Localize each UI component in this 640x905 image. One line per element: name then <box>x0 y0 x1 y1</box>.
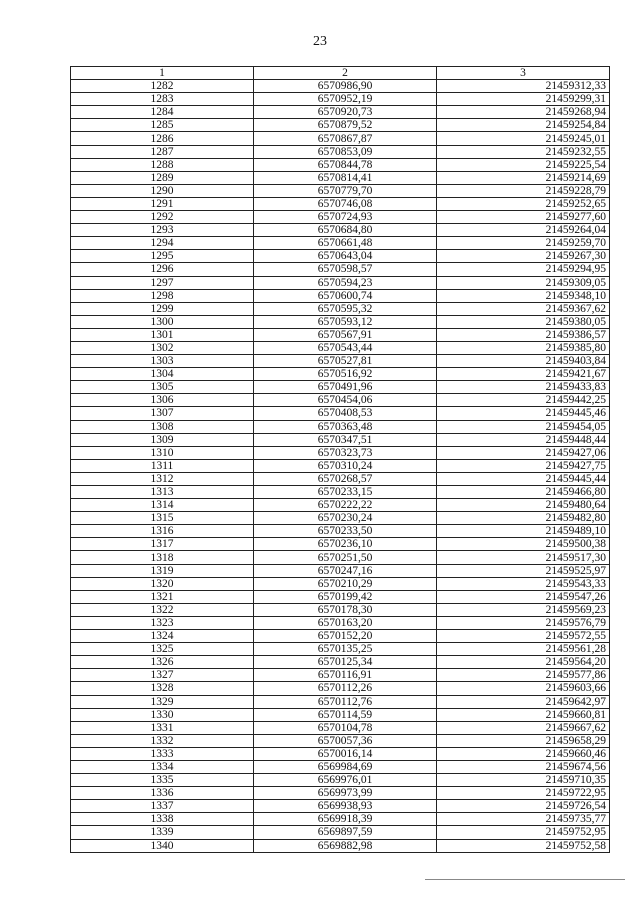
point-number-cell: 1330 <box>71 708 254 721</box>
point-number-cell: 1322 <box>71 603 254 616</box>
table-row <box>71 368 610 381</box>
column-header-2: 2 <box>254 67 437 80</box>
x-coordinate-cell: 6570125,34 <box>254 656 437 669</box>
y-coordinate-cell: 21459577,86 <box>437 669 610 682</box>
x-coordinate-cell: 6570199,42 <box>254 590 437 603</box>
y-coordinate-cell: 21459726,54 <box>437 800 610 813</box>
point-number-cell: 1325 <box>71 643 254 656</box>
point-number-cell: 1308 <box>71 420 254 433</box>
point-number-cell: 1284 <box>71 106 254 119</box>
x-coordinate-cell: 6569973,99 <box>254 787 437 800</box>
point-number-cell: 1316 <box>71 525 254 538</box>
point-number-cell: 1326 <box>71 656 254 669</box>
point-number-cell: 1286 <box>71 132 254 145</box>
table-row <box>71 381 610 394</box>
point-number-cell: 1333 <box>71 747 254 760</box>
point-number-cell: 1324 <box>71 630 254 643</box>
point-number-cell: 1292 <box>71 211 254 224</box>
table-row <box>71 80 610 93</box>
x-coordinate-cell: 6570363,48 <box>254 420 437 433</box>
table-row <box>71 355 610 368</box>
y-coordinate-cell: 21459543,33 <box>437 577 610 590</box>
y-coordinate-cell: 21459268,94 <box>437 106 610 119</box>
point-number-cell: 1315 <box>71 512 254 525</box>
x-coordinate-cell: 6569897,59 <box>254 826 437 839</box>
y-coordinate-cell: 21459752,58 <box>437 839 610 852</box>
x-coordinate-cell: 6570222,22 <box>254 499 437 512</box>
point-number-cell: 1323 <box>71 616 254 629</box>
y-coordinate-cell: 21459225,54 <box>437 158 610 171</box>
point-number-cell: 1306 <box>71 394 254 407</box>
point-number-cell: 1302 <box>71 341 254 354</box>
x-coordinate-cell: 6570527,81 <box>254 355 437 368</box>
x-coordinate-cell: 6570251,50 <box>254 551 437 564</box>
point-number-cell: 1288 <box>71 158 254 171</box>
point-number-cell: 1296 <box>71 263 254 276</box>
y-coordinate-cell: 21459385,80 <box>437 341 610 354</box>
x-coordinate-cell: 6570233,15 <box>254 486 437 499</box>
x-coordinate-cell: 6570268,57 <box>254 472 437 485</box>
table-row <box>71 237 610 250</box>
table-row <box>71 276 610 289</box>
x-coordinate-cell: 6570114,59 <box>254 708 437 721</box>
table-row <box>71 93 610 106</box>
x-coordinate-cell: 6570178,30 <box>254 603 437 616</box>
x-coordinate-cell: 6570879,52 <box>254 119 437 132</box>
table-row <box>71 630 610 643</box>
y-coordinate-cell: 21459386,57 <box>437 328 610 341</box>
x-coordinate-cell: 6570135,25 <box>254 643 437 656</box>
y-coordinate-cell: 21459259,70 <box>437 237 610 250</box>
table-row <box>71 289 610 302</box>
y-coordinate-cell: 21459569,23 <box>437 603 610 616</box>
point-number-cell: 1321 <box>71 590 254 603</box>
y-coordinate-cell: 21459564,20 <box>437 656 610 669</box>
y-coordinate-cell: 21459500,38 <box>437 538 610 551</box>
x-coordinate-cell: 6570600,74 <box>254 289 437 302</box>
table-row <box>71 656 610 669</box>
point-number-cell: 1319 <box>71 564 254 577</box>
x-coordinate-cell: 6570853,09 <box>254 145 437 158</box>
point-number-cell: 1301 <box>71 328 254 341</box>
x-coordinate-cell: 6570867,87 <box>254 132 437 145</box>
y-coordinate-cell: 21459427,75 <box>437 459 610 472</box>
point-number-cell: 1313 <box>71 486 254 499</box>
x-coordinate-cell: 6570323,73 <box>254 446 437 459</box>
table-row <box>71 106 610 119</box>
x-coordinate-cell: 6570595,32 <box>254 302 437 315</box>
x-coordinate-cell: 6570920,73 <box>254 106 437 119</box>
y-coordinate-cell: 21459277,60 <box>437 211 610 224</box>
y-coordinate-cell: 21459603,66 <box>437 682 610 695</box>
y-coordinate-cell: 21459214,69 <box>437 171 610 184</box>
table-row <box>71 538 610 551</box>
point-number-cell: 1335 <box>71 774 254 787</box>
table-row <box>71 800 610 813</box>
table-row <box>71 315 610 328</box>
x-coordinate-cell: 6570408,53 <box>254 407 437 420</box>
y-coordinate-cell: 21459466,80 <box>437 486 610 499</box>
y-coordinate-cell: 21459232,55 <box>437 145 610 158</box>
table-body <box>71 80 610 853</box>
y-coordinate-cell: 21459309,05 <box>437 276 610 289</box>
x-coordinate-cell: 6570814,41 <box>254 171 437 184</box>
table-row <box>71 643 610 656</box>
y-coordinate-cell: 21459299,31 <box>437 93 610 106</box>
y-coordinate-cell: 21459448,44 <box>437 433 610 446</box>
x-coordinate-cell: 6569938,93 <box>254 800 437 813</box>
x-coordinate-cell: 6569984,69 <box>254 760 437 773</box>
x-coordinate-cell: 6570661,48 <box>254 237 437 250</box>
y-coordinate-cell: 21459735,77 <box>437 813 610 826</box>
x-coordinate-cell: 6570116,91 <box>254 669 437 682</box>
point-number-cell: 1336 <box>71 787 254 800</box>
x-coordinate-cell: 6570057,36 <box>254 734 437 747</box>
x-coordinate-cell: 6570567,91 <box>254 328 437 341</box>
page-number: 23 <box>313 34 327 49</box>
x-coordinate-cell: 6570230,24 <box>254 512 437 525</box>
x-coordinate-cell: 6570746,08 <box>254 197 437 210</box>
table-row <box>71 708 610 721</box>
y-coordinate-cell: 21459572,55 <box>437 630 610 643</box>
x-coordinate-cell: 6570986,90 <box>254 80 437 93</box>
point-number-cell: 1337 <box>71 800 254 813</box>
y-coordinate-cell: 21459561,28 <box>437 643 610 656</box>
table-row <box>71 721 610 734</box>
table-row <box>71 734 610 747</box>
point-number-cell: 1327 <box>71 669 254 682</box>
column-header-1: 1 <box>71 67 254 80</box>
table-row <box>71 499 610 512</box>
point-number-cell: 1297 <box>71 276 254 289</box>
y-coordinate-cell: 21459480,64 <box>437 499 610 512</box>
point-number-cell: 1320 <box>71 577 254 590</box>
table-row <box>71 132 610 145</box>
point-number-cell: 1303 <box>71 355 254 368</box>
table-row <box>71 328 610 341</box>
x-coordinate-cell: 6569976,01 <box>254 774 437 787</box>
point-number-cell: 1293 <box>71 224 254 237</box>
table-row <box>71 224 610 237</box>
table-row <box>71 669 610 682</box>
table-row <box>71 394 610 407</box>
point-number-cell: 1311 <box>71 459 254 472</box>
table-row <box>71 145 610 158</box>
table-row <box>71 839 610 852</box>
table-row <box>71 184 610 197</box>
y-coordinate-cell: 21459660,46 <box>437 747 610 760</box>
point-number-cell: 1329 <box>71 695 254 708</box>
table-row <box>71 774 610 787</box>
table-row <box>71 407 610 420</box>
table-row <box>71 250 610 263</box>
table-row <box>71 695 610 708</box>
table-row <box>71 787 610 800</box>
table-row <box>71 211 610 224</box>
point-number-cell: 1291 <box>71 197 254 210</box>
table-row <box>71 826 610 839</box>
footer-rule <box>425 879 625 880</box>
y-coordinate-cell: 21459264,04 <box>437 224 610 237</box>
x-coordinate-cell: 6570112,76 <box>254 695 437 708</box>
y-coordinate-cell: 21459525,97 <box>437 564 610 577</box>
table-row <box>71 158 610 171</box>
y-coordinate-cell: 21459710,35 <box>437 774 610 787</box>
table-row <box>71 472 610 485</box>
y-coordinate-cell: 21459267,30 <box>437 250 610 263</box>
coordinates-table <box>70 66 610 853</box>
y-coordinate-cell: 21459433,83 <box>437 381 610 394</box>
y-coordinate-cell: 21459445,46 <box>437 407 610 420</box>
point-number-cell: 1290 <box>71 184 254 197</box>
x-coordinate-cell: 6570491,96 <box>254 381 437 394</box>
x-coordinate-cell: 6570516,92 <box>254 368 437 381</box>
y-coordinate-cell: 21459228,79 <box>437 184 610 197</box>
y-coordinate-cell: 21459367,62 <box>437 302 610 315</box>
point-number-cell: 1285 <box>71 119 254 132</box>
table-row <box>71 512 610 525</box>
point-number-cell: 1300 <box>71 315 254 328</box>
x-coordinate-cell: 6570454,06 <box>254 394 437 407</box>
x-coordinate-cell: 6570844,78 <box>254 158 437 171</box>
table-row <box>71 603 610 616</box>
y-coordinate-cell: 21459427,06 <box>437 446 610 459</box>
y-coordinate-cell: 21459722,95 <box>437 787 610 800</box>
table-row <box>71 263 610 276</box>
x-coordinate-cell: 6570724,93 <box>254 211 437 224</box>
y-coordinate-cell: 21459642,97 <box>437 695 610 708</box>
x-coordinate-cell: 6570779,70 <box>254 184 437 197</box>
point-number-cell: 1318 <box>71 551 254 564</box>
table-row <box>71 433 610 446</box>
point-number-cell: 1334 <box>71 760 254 773</box>
table-row <box>71 616 610 629</box>
x-coordinate-cell: 6569918,39 <box>254 813 437 826</box>
x-coordinate-cell: 6570598,57 <box>254 263 437 276</box>
table-row <box>71 302 610 315</box>
column-header-3: 3 <box>437 67 610 80</box>
y-coordinate-cell: 21459667,62 <box>437 721 610 734</box>
x-coordinate-cell: 6570016,14 <box>254 747 437 760</box>
point-number-cell: 1312 <box>71 472 254 485</box>
table-row <box>71 813 610 826</box>
y-coordinate-cell: 21459312,33 <box>437 80 610 93</box>
y-coordinate-cell: 21459752,95 <box>437 826 610 839</box>
table-row <box>71 171 610 184</box>
y-coordinate-cell: 21459403,84 <box>437 355 610 368</box>
y-coordinate-cell: 21459517,30 <box>437 551 610 564</box>
table-row <box>71 590 610 603</box>
y-coordinate-cell: 21459547,26 <box>437 590 610 603</box>
x-coordinate-cell: 6570952,19 <box>254 93 437 106</box>
y-coordinate-cell: 21459658,29 <box>437 734 610 747</box>
point-number-cell: 1310 <box>71 446 254 459</box>
point-number-cell: 1317 <box>71 538 254 551</box>
point-number-cell: 1298 <box>71 289 254 302</box>
x-coordinate-cell: 6570543,44 <box>254 341 437 354</box>
table-row <box>71 760 610 773</box>
y-coordinate-cell: 21459245,01 <box>437 132 610 145</box>
table-row <box>71 341 610 354</box>
x-coordinate-cell: 6570104,78 <box>254 721 437 734</box>
x-coordinate-cell: 6570347,51 <box>254 433 437 446</box>
point-number-cell: 1299 <box>71 302 254 315</box>
x-coordinate-cell: 6570233,50 <box>254 525 437 538</box>
table-row <box>71 197 610 210</box>
point-number-cell: 1340 <box>71 839 254 852</box>
table-row <box>71 577 610 590</box>
y-coordinate-cell: 21459380,05 <box>437 315 610 328</box>
table-row <box>71 119 610 132</box>
y-coordinate-cell: 21459482,80 <box>437 512 610 525</box>
x-coordinate-cell: 6570112,26 <box>254 682 437 695</box>
table-row <box>71 459 610 472</box>
point-number-cell: 1295 <box>71 250 254 263</box>
x-coordinate-cell: 6570236,10 <box>254 538 437 551</box>
point-number-cell: 1307 <box>71 407 254 420</box>
point-number-cell: 1282 <box>71 80 254 93</box>
table-header-row <box>71 67 610 80</box>
point-number-cell: 1309 <box>71 433 254 446</box>
y-coordinate-cell: 21459348,10 <box>437 289 610 302</box>
x-coordinate-cell: 6570643,04 <box>254 250 437 263</box>
x-coordinate-cell: 6570152,20 <box>254 630 437 643</box>
table-row <box>71 446 610 459</box>
y-coordinate-cell: 21459294,95 <box>437 263 610 276</box>
y-coordinate-cell: 21459442,25 <box>437 394 610 407</box>
y-coordinate-cell: 21459445,44 <box>437 472 610 485</box>
x-coordinate-cell: 6570163,20 <box>254 616 437 629</box>
point-number-cell: 1294 <box>71 237 254 250</box>
x-coordinate-cell: 6570684,80 <box>254 224 437 237</box>
table-row <box>71 486 610 499</box>
table-row <box>71 682 610 695</box>
x-coordinate-cell: 6570210,29 <box>254 577 437 590</box>
point-number-cell: 1287 <box>71 145 254 158</box>
point-number-cell: 1328 <box>71 682 254 695</box>
point-number-cell: 1304 <box>71 368 254 381</box>
x-coordinate-cell: 6569882,98 <box>254 839 437 852</box>
point-number-cell: 1289 <box>71 171 254 184</box>
x-coordinate-cell: 6570310,24 <box>254 459 437 472</box>
table-row <box>71 525 610 538</box>
y-coordinate-cell: 21459252,65 <box>437 197 610 210</box>
table-row <box>71 420 610 433</box>
point-number-cell: 1331 <box>71 721 254 734</box>
y-coordinate-cell: 21459660,81 <box>437 708 610 721</box>
y-coordinate-cell: 21459421,67 <box>437 368 610 381</box>
y-coordinate-cell: 21459674,56 <box>437 760 610 773</box>
y-coordinate-cell: 21459576,79 <box>437 616 610 629</box>
point-number-cell: 1339 <box>71 826 254 839</box>
point-number-cell: 1332 <box>71 734 254 747</box>
point-number-cell: 1314 <box>71 499 254 512</box>
point-number-cell: 1305 <box>71 381 254 394</box>
point-number-cell: 1338 <box>71 813 254 826</box>
table-row <box>71 747 610 760</box>
table-row <box>71 551 610 564</box>
x-coordinate-cell: 6570594,23 <box>254 276 437 289</box>
x-coordinate-cell: 6570247,16 <box>254 564 437 577</box>
table-row <box>71 564 610 577</box>
y-coordinate-cell: 21459454,05 <box>437 420 610 433</box>
y-coordinate-cell: 21459489,10 <box>437 525 610 538</box>
x-coordinate-cell: 6570593,12 <box>254 315 437 328</box>
y-coordinate-cell: 21459254,84 <box>437 119 610 132</box>
point-number-cell: 1283 <box>71 93 254 106</box>
